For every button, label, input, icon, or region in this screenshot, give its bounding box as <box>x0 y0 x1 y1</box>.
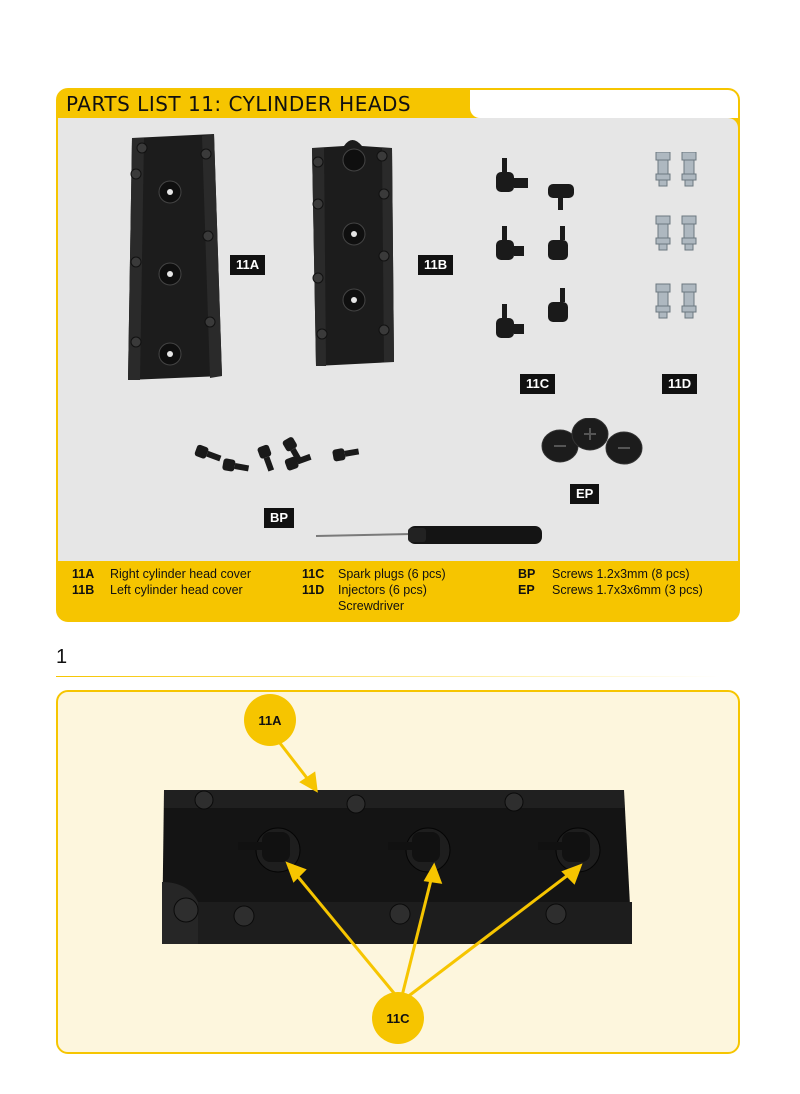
parts-list-panel <box>56 88 740 622</box>
legend-desc: Screws 1.7x3x6mm (3 pcs) <box>552 583 703 597</box>
legend-desc: Left cylinder head cover <box>110 583 243 597</box>
legend-code: 11D <box>302 583 325 597</box>
legend-item <box>302 582 427 598</box>
legend-desc: Right cylinder head cover <box>110 567 252 581</box>
legend-code: BP <box>518 567 536 581</box>
legend-code: 11B <box>72 583 95 597</box>
legend-item <box>518 582 703 598</box>
step-number: 1 <box>56 646 68 668</box>
legend-item <box>72 566 251 582</box>
legend-item <box>302 598 404 614</box>
part-11a-illustration <box>118 132 228 382</box>
legend-desc: Injectors (6 pcs) <box>338 583 427 597</box>
callout-11a: 11A <box>244 694 296 746</box>
step-illustration-panel <box>56 690 740 1054</box>
legend-item <box>518 566 690 582</box>
part-bp-illustration <box>188 436 398 496</box>
tag-bp: BP <box>264 508 294 528</box>
legend-desc: Spark plugs (6 pcs) <box>338 567 446 581</box>
step-divider <box>56 676 720 677</box>
part-11d-illustration <box>652 152 712 332</box>
tag-11a: 11A <box>230 255 265 275</box>
part-11c-illustration <box>482 148 602 368</box>
parts-illustration-area <box>58 118 738 561</box>
legend-code: 11C <box>302 567 325 581</box>
tag-11d: 11D <box>662 374 697 394</box>
part-11b-illustration <box>304 138 404 368</box>
tag-11b: 11B <box>418 255 453 275</box>
legend-code: EP <box>518 583 535 597</box>
tag-ep: EP <box>570 484 599 504</box>
legend-item <box>302 566 446 582</box>
title-notch <box>470 90 740 118</box>
screwdriver-illustration <box>312 516 552 552</box>
legend-desc: Screwdriver <box>338 599 404 613</box>
callout-11c: 11C <box>372 992 424 1044</box>
parts-list-title: PARTS LIST 11: CYLINDER HEADS <box>66 92 412 116</box>
legend-desc: Screws 1.2x3mm (8 pcs) <box>552 567 690 581</box>
legend-code: 11A <box>72 567 95 581</box>
tag-11c: 11C <box>520 374 555 394</box>
legend-item <box>72 582 243 598</box>
part-ep-illustration <box>538 418 648 480</box>
